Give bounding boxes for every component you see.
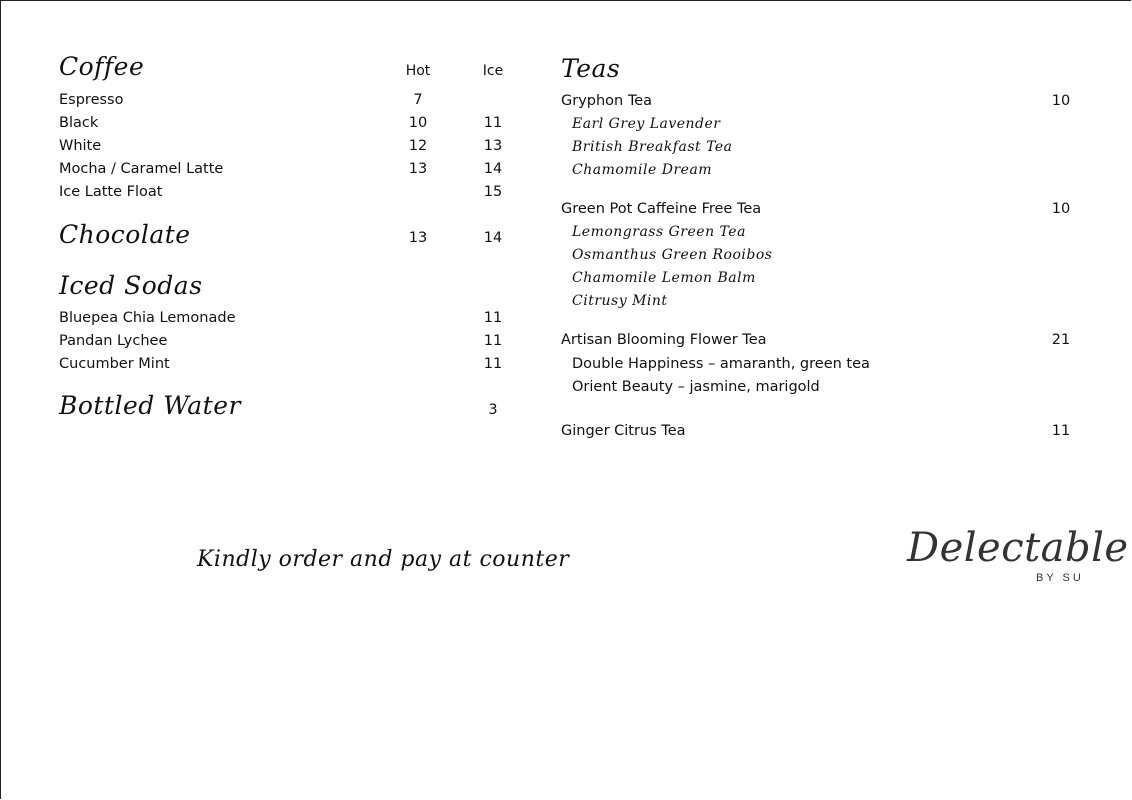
bottled-water-price: 3: [488, 402, 498, 418]
tea-group-price: 10: [1051, 201, 1071, 217]
tea-variant: British Breakfast Tea: [572, 139, 733, 155]
soda-item-price: 11: [483, 356, 503, 372]
coffee-item-name: Espresso: [59, 92, 124, 108]
tea-variant: Orient Beauty – jasmine, marigold: [572, 379, 820, 395]
coffee-item-hot: 12: [408, 138, 428, 154]
soda-item-name: Bluepea Chia Lemonade: [59, 310, 236, 326]
chocolate-ice-price: 14: [483, 230, 503, 246]
coffee-item-ice: 14: [483, 161, 503, 177]
tea-group-price: 10: [1051, 93, 1071, 109]
tea-group-name: Ginger Citrus Tea: [561, 423, 686, 439]
tea-variant: Chamomile Dream: [572, 162, 713, 178]
coffee-heading: Coffee: [59, 52, 145, 81]
bottled-water-heading: Bottled Water: [59, 391, 241, 420]
tea-group-price: 11: [1051, 423, 1071, 439]
tea-group-name: Artisan Blooming Flower Tea: [561, 332, 767, 348]
soda-item-price: 11: [483, 310, 503, 326]
tea-variant: Chamomile Lemon Balm: [572, 270, 756, 286]
soda-item-price: 11: [483, 333, 503, 349]
tea-group-name: Green Pot Caffeine Free Tea: [561, 201, 762, 217]
order-note: Kindly order and pay at counter: [197, 547, 570, 572]
tea-group-name: Gryphon Tea: [561, 93, 653, 109]
tea-variant: Citrusy Mint: [572, 293, 668, 309]
iced-sodas-heading: Iced Sodas: [59, 271, 203, 300]
coffee-item-ice: 13: [483, 138, 503, 154]
coffee-item-name: White: [59, 138, 102, 154]
coffee-item-ice: 11: [483, 115, 503, 131]
coffee-item-hot: 7: [413, 92, 423, 108]
brand-logo: Delectable: [907, 525, 1129, 571]
coffee-item-ice: 15: [483, 184, 503, 200]
coffee-item-hot: 13: [408, 161, 428, 177]
chocolate-hot-price: 13: [408, 230, 428, 246]
coffee-col-ice: Ice: [482, 63, 504, 79]
soda-item-name: Pandan Lychee: [59, 333, 168, 349]
tea-variant: Double Happiness – amaranth, green tea: [572, 356, 870, 372]
soda-item-name: Cucumber Mint: [59, 356, 170, 372]
coffee-item-name: Black: [59, 115, 99, 131]
chocolate-heading: Chocolate: [59, 220, 191, 249]
tea-variant: Lemongrass Green Tea: [572, 224, 746, 240]
coffee-col-hot: Hot: [405, 63, 431, 79]
coffee-item-hot: 10: [408, 115, 428, 131]
tea-variant: Earl Grey Lavender: [572, 116, 721, 132]
tea-group-price: 21: [1051, 332, 1071, 348]
coffee-item-name: Mocha / Caramel Latte: [59, 161, 224, 177]
brand-tagline: BY SU: [1036, 572, 1084, 584]
teas-heading: Teas: [561, 54, 621, 83]
tea-variant: Osmanthus Green Rooibos: [572, 247, 773, 263]
coffee-item-name: Ice Latte Float: [59, 184, 163, 200]
